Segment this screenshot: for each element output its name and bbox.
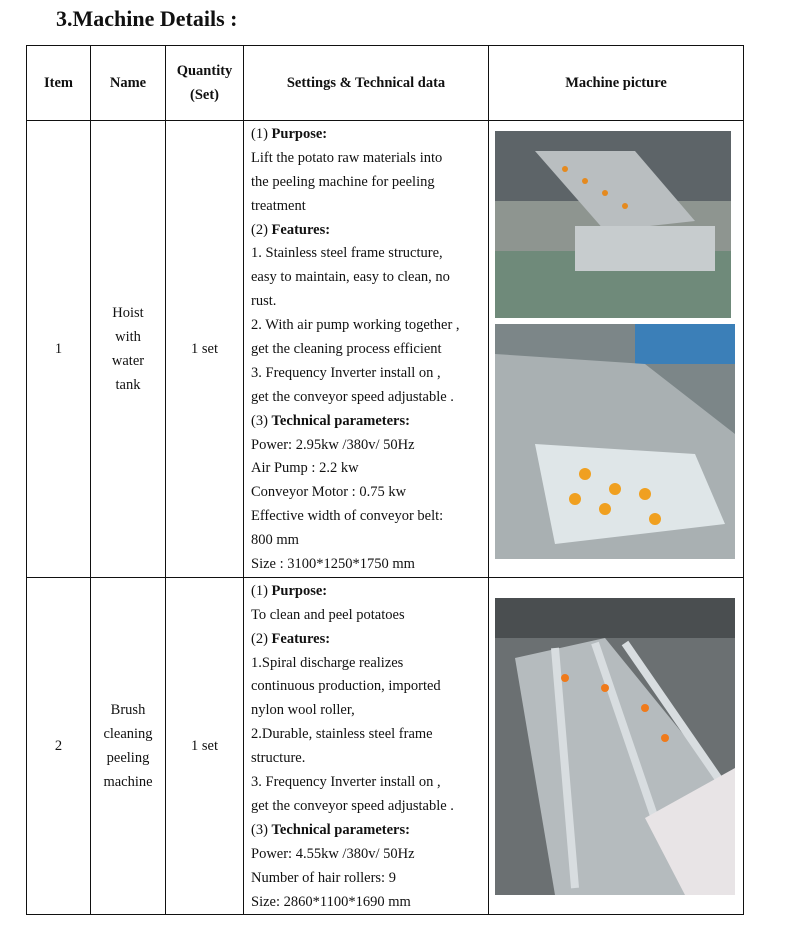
header-picture: Machine picture <box>489 46 744 121</box>
technical-line: 3. Frequency Inverter install on , <box>251 364 441 381</box>
technical-line <box>251 628 482 652</box>
technical-line <box>251 123 482 147</box>
name-line: with <box>115 328 141 345</box>
section-title: 3.Machine Details : <box>56 6 238 31</box>
header-quantity-line1: Quantity <box>176 63 233 79</box>
line-prefix: (2) <box>251 630 272 647</box>
technical-line: 2.Durable, stainless steel frame <box>251 726 433 743</box>
technical-line: continuous production, imported <box>251 678 441 695</box>
header-quantity <box>166 46 244 121</box>
item-number: 1 <box>27 121 91 578</box>
technical-line: rust. <box>251 293 277 310</box>
section-label: Technical parameters: <box>271 412 410 429</box>
technical-line: easy to maintain, easy to clean, no <box>251 269 450 286</box>
technical-line: Effective width of conveyor belt: <box>251 508 444 525</box>
line-prefix: (2) <box>251 221 272 238</box>
technical-line <box>251 580 482 604</box>
technical-line: get the conveyor speed adjustable . <box>251 388 454 405</box>
line-prefix: (1) <box>251 582 272 599</box>
section-label: Features: <box>271 630 331 647</box>
technical-line: 1.Spiral discharge realizes <box>251 654 404 671</box>
technical-line: 3. Frequency Inverter install on , <box>251 774 441 791</box>
name-line: tank <box>115 376 141 393</box>
technical-line: nylon wool roller, <box>251 702 355 719</box>
technical-line: Power: 4.55kw /380v/ 50Hz <box>251 845 415 862</box>
header-settings: Settings & Technical data <box>244 46 489 121</box>
technical-line: 800 mm <box>251 532 299 549</box>
line-prefix: (3) <box>251 821 272 838</box>
technical-line: Power: 2.95kw /380v/ 50Hz <box>251 436 415 453</box>
section-label: Purpose: <box>271 582 328 599</box>
technical-line: treatment <box>251 197 306 214</box>
technical-line: get the cleaning process efficient <box>251 341 442 358</box>
technical-line: 2. With air pump working together , <box>251 317 460 334</box>
quantity: 1 set <box>166 121 244 578</box>
name-line: Hoist <box>112 304 144 321</box>
technical-line: Conveyor Motor : 0.75 kw <box>251 484 407 501</box>
technical-line: Size: 2860*1100*1690 mm <box>251 893 411 910</box>
technical-line <box>251 410 482 434</box>
machine-name <box>91 577 166 914</box>
section-label: Purpose: <box>271 126 328 142</box>
quantity: 1 set <box>166 577 244 914</box>
machine-picture-cell <box>489 577 744 914</box>
technical-data <box>244 577 489 914</box>
item-number: 2 <box>27 577 91 914</box>
technical-line: structure. <box>251 750 306 767</box>
name-line: peeling <box>106 750 150 767</box>
machine-name <box>91 121 166 578</box>
header-quantity-line2: (Set) <box>190 87 219 103</box>
technical-data <box>244 121 489 578</box>
machine-photo-hoist <box>495 131 731 318</box>
name-line: machine <box>103 774 153 791</box>
line-prefix: (1) <box>251 126 272 142</box>
technical-line: 1. Stainless steel frame structure, <box>251 245 443 262</box>
machine-details-table <box>26 45 744 915</box>
section-label: Features: <box>271 221 331 238</box>
technical-line: Number of hair rollers: 9 <box>251 869 396 886</box>
header-row <box>27 46 744 121</box>
machine-photo-water-tank <box>495 324 735 559</box>
header-item: Item <box>27 46 91 121</box>
line-prefix: (3) <box>251 412 272 429</box>
table-row <box>27 577 744 914</box>
technical-line: the peeling machine for peeling <box>251 173 435 190</box>
header-name: Name <box>91 46 166 121</box>
technical-line <box>251 219 482 243</box>
technical-line: To clean and peel potatoes <box>251 606 405 623</box>
name-line: cleaning <box>103 726 153 743</box>
technical-line: Air Pump : 2.2 kw <box>251 460 359 477</box>
section-label: Technical parameters: <box>271 821 410 838</box>
name-line: Brush <box>110 702 146 719</box>
technical-line: Lift the potato raw materials into <box>251 149 443 166</box>
technical-line: get the conveyor speed adjustable . <box>251 797 454 814</box>
machine-photo-brush-peeler <box>495 598 735 895</box>
technical-line <box>251 819 482 843</box>
machine-picture-cell <box>489 121 744 578</box>
technical-line: Size : 3100*1250*1750 mm <box>251 556 415 573</box>
name-line: water <box>111 352 145 369</box>
table-row <box>27 121 744 578</box>
